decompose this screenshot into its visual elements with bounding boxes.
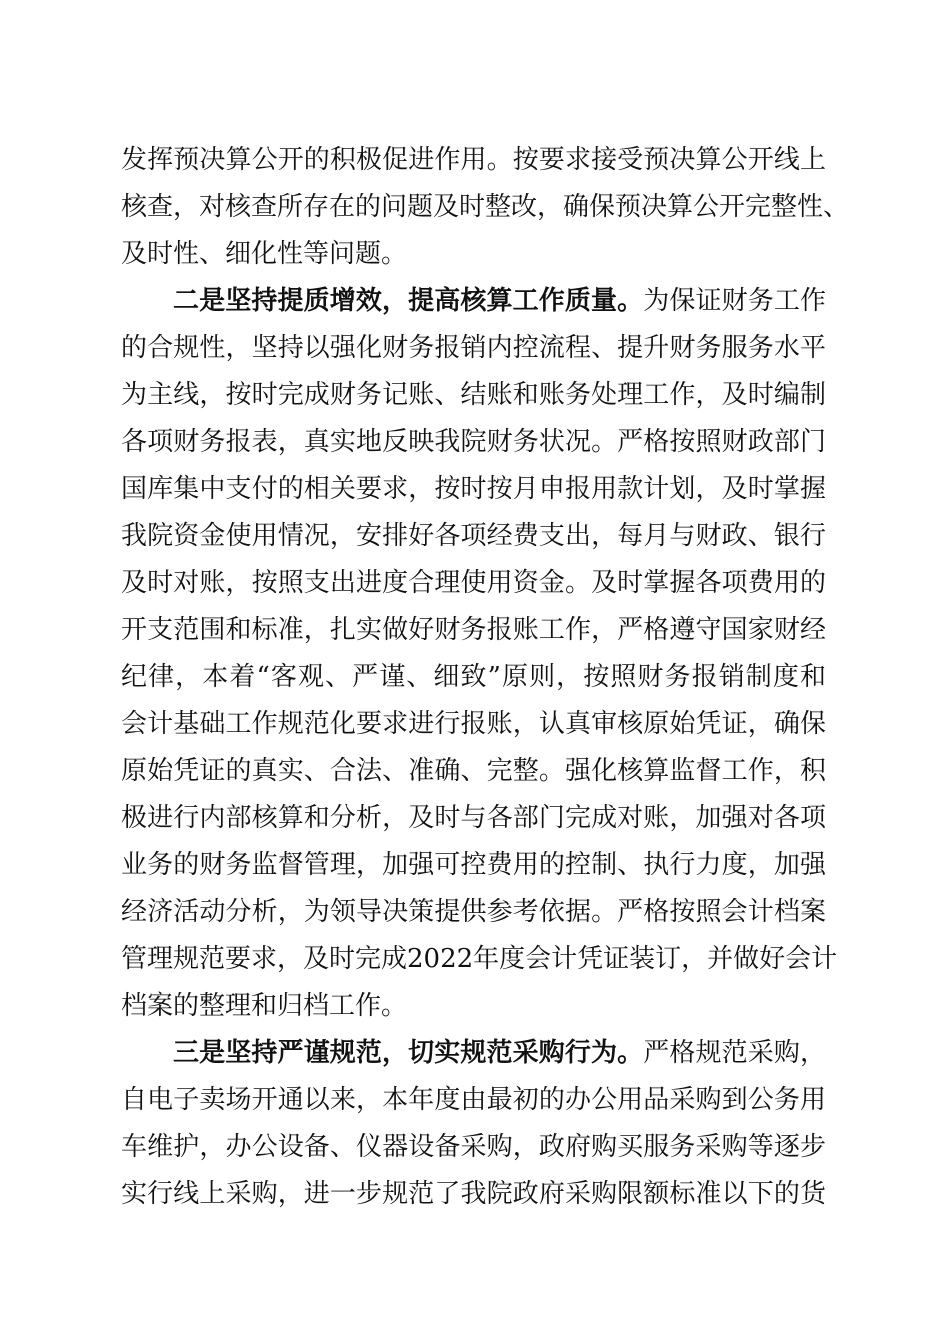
- text-line: 国库集中支付的相关要求，按时按月申报用款计划，及时掌握: [121, 474, 826, 504]
- paragraph-text: 严格规范采购，: [643, 1038, 826, 1068]
- paragraph-heading: 二是坚持提质增效，提高核算工作质量。: [173, 286, 644, 316]
- text-line: 我院资金使用情况，安排好各项经费支出，每月与财政、银行: [121, 521, 826, 551]
- text-line: 原始凭证的真实、合法、准确、完整。强化核算监督工作，积: [121, 756, 826, 786]
- text-line: 管理规范要求，及时完成2022年度会计凭证装订，并做好会计: [121, 944, 838, 974]
- text-line: 各项财务报表，真实地反映我院财务状况。严格按照财政部门: [121, 427, 826, 457]
- text-line: 车维护，办公设备、仪器设备采购，政府购买服务采购等逐步: [121, 1132, 826, 1162]
- text-line: 档案的整理和归档工作。: [121, 991, 408, 1021]
- text-line: 经济活动分析，为领导决策提供参考依据。严格按照会计档案: [121, 897, 826, 927]
- text-line: 及时对账，按照支出进度合理使用资金。及时掌握各项费用的: [121, 568, 826, 598]
- text-line: 会计基础工作规范化要求进行报账，认真审核原始凭证，确保: [121, 709, 826, 739]
- text-line: 核查，对核查所存在的问题及时整改，确保预决算公开完整性、: [121, 192, 850, 222]
- paragraph-first-line: [173, 281, 826, 321]
- text-line: 发挥预决算公开的积极促进作用。按要求接受预决算公开线上: [121, 145, 826, 175]
- text-line: 实行线上采购，进一步规范了我院政府采购限额标准以下的货: [121, 1179, 826, 1209]
- paragraph-first-line: [173, 1033, 826, 1073]
- text-line: 业务的财务监督管理，加强可控费用的控制、执行力度，加强: [121, 850, 826, 880]
- text-line: 极进行内部核算和分析，及时与各部门完成对账，加强对各项: [121, 803, 826, 833]
- text-line: 自电子卖场开通以来，本年度由最初的办公用品采购到公务用: [121, 1085, 826, 1115]
- text-line: 的合规性，坚持以强化财务报销内控流程、提升财务服务水平: [121, 333, 826, 363]
- text-line: 及时性、细化性等问题。: [121, 239, 408, 269]
- text-line: 开支范围和标准，扎实做好财务报账工作，严格遵守国家财经: [121, 615, 826, 645]
- paragraph-text: 为保证财务工作: [643, 286, 826, 316]
- text-line: 纪律，本着“客观、严谨、细致”原则，按照财务报销制度和: [121, 662, 826, 692]
- text-line: 为主线，按时完成财务记账、结账和账务处理工作，及时编制: [121, 380, 826, 410]
- paragraph-heading: 三是坚持严谨规范，切实规范采购行为。: [173, 1038, 644, 1068]
